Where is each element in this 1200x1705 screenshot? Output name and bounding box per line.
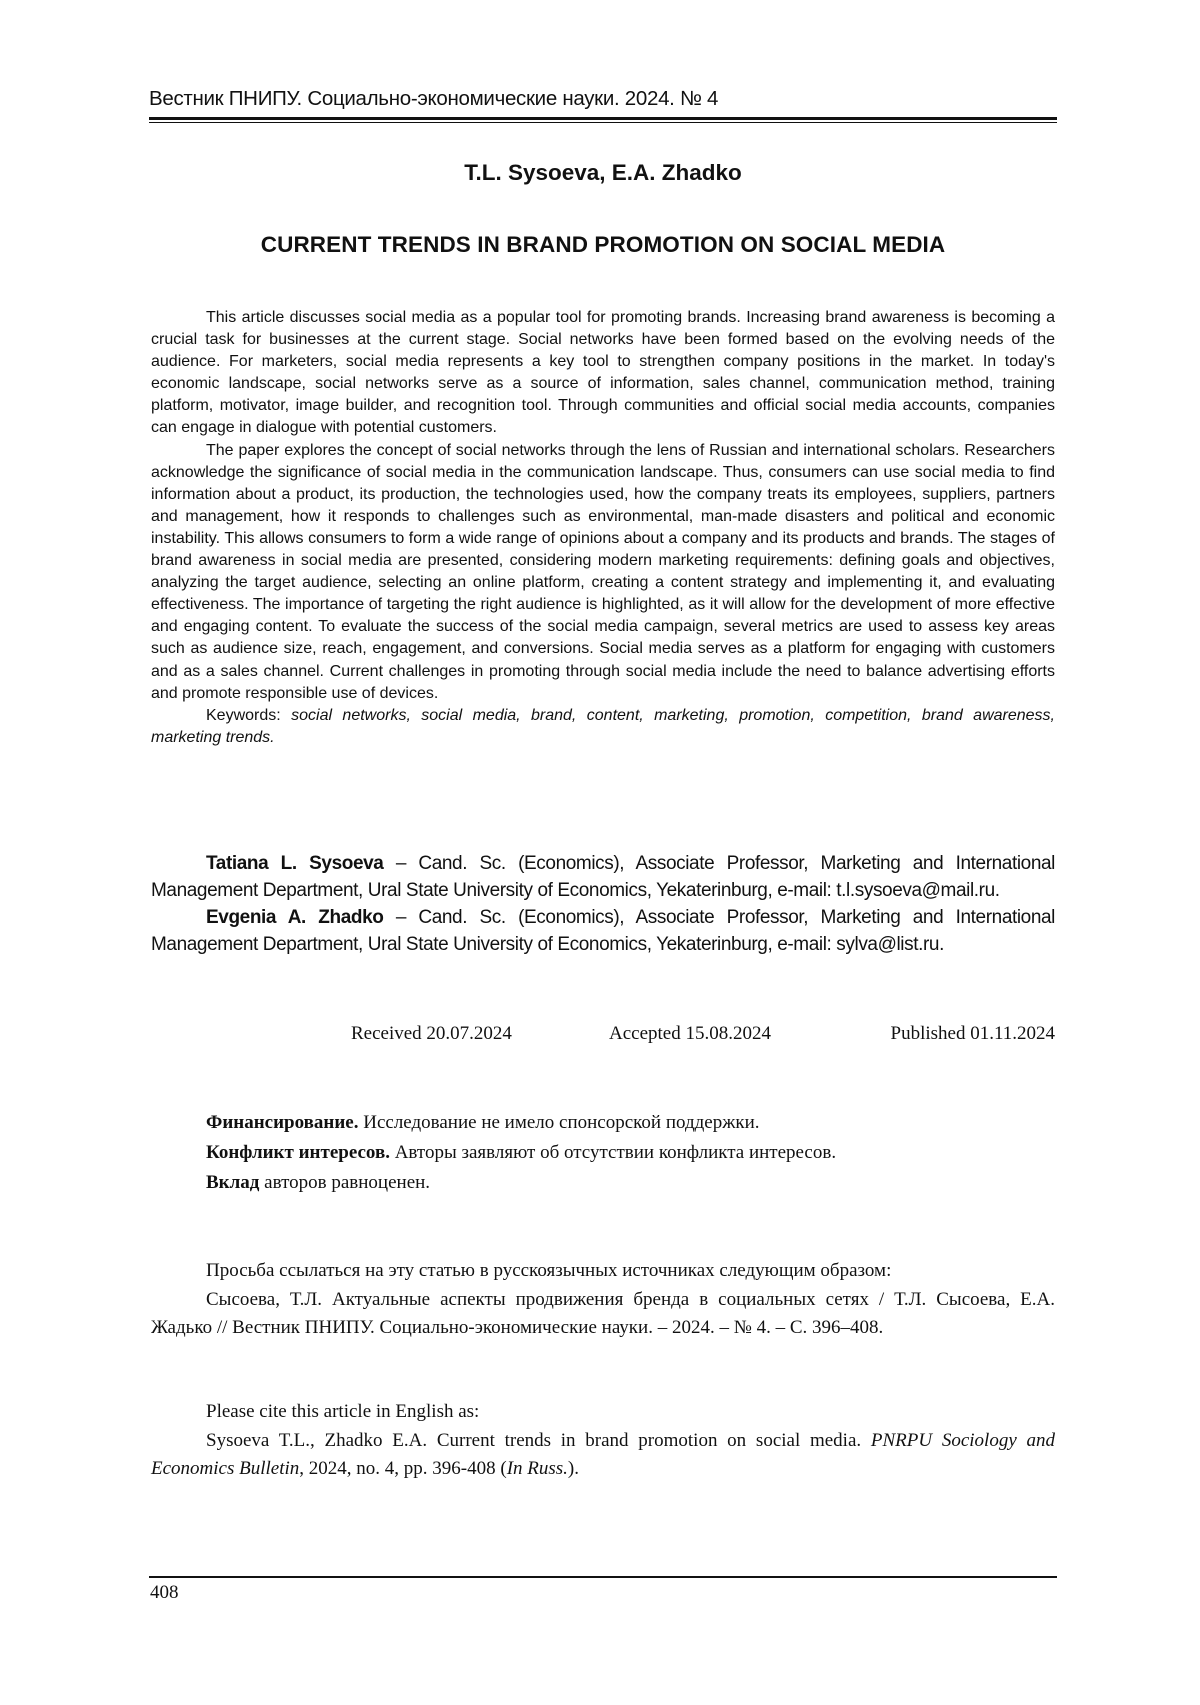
- funding-block: [151, 1108, 1055, 1198]
- contribution-line: [151, 1168, 1055, 1198]
- accepted-date: Accepted 15.08.2024: [609, 1023, 771, 1044]
- running-header: [149, 86, 1057, 112]
- keywords: [151, 705, 1055, 749]
- contribution-label: Вклад: [206, 1172, 260, 1193]
- author-details: – Cand. Sc. (Economics), Associate Professor, Marketing and International Management Department, Ural State University of Economics, Yekaterinburg, e-mail: t.l.sysoeva@mail.ru.: [151, 853, 1055, 901]
- citation-ru-reference: Сысоева, Т.Л. Актуальные аспекты продвижения бренда в социальных сетях / Т.Л. Сысоева, Е.А. Жадько // Вестник ПНИПУ. Социально-экономические науки. – 2024. – № 4. – С. 396–408.: [151, 1288, 1055, 1339]
- contribution-text: авторов равноценен.: [259, 1172, 431, 1193]
- citation-russian: [151, 1257, 1055, 1343]
- header-rule-thick: [149, 117, 1057, 120]
- article-title: CURRENT TRENDS IN BRAND PROMOTION ON SOCIAL MEDIA: [260, 232, 946, 257]
- published-date: Published 01.11.2024: [890, 1023, 1055, 1044]
- conflict-text: Авторы заявляют об отсутствии конфликта интересов.: [389, 1142, 837, 1163]
- citation-en-intro: Please cite this article in English as:: [206, 1401, 480, 1422]
- citation-en-close: ).: [567, 1458, 579, 1480]
- header-rule-thin: [149, 122, 1057, 123]
- citation-en-journal: PNRPU Sociology and Economics Bulletin: [151, 1429, 1055, 1480]
- citation-english: [151, 1398, 1055, 1484]
- citation-en-authors-title: Sysoeva T.L., Zhadko E.A. Current trends in brand promotion on social media.: [206, 1429, 871, 1451]
- funding-line: [151, 1108, 1055, 1138]
- author-details: – Cand. Sc. (Economics), Associate Professor, Marketing and International Management Department, Ural State University of Economics, Yekaterinburg, e-mail: sylva@list.ru.: [151, 907, 1056, 955]
- funding-label: Финансирование.: [206, 1112, 359, 1133]
- author-name: Tatiana L. Sysoeva: [206, 853, 384, 874]
- conflict-line: [151, 1138, 1055, 1168]
- conflict-label: Конфликт интересов.: [206, 1142, 390, 1163]
- citation-ru-intro: Просьба ссылаться на эту статью в русскоязычных источниках следующим образом:: [206, 1260, 892, 1281]
- citation-en-reference: [151, 1427, 1055, 1484]
- funding-text: Исследование не имело спонсорской поддержки.: [358, 1112, 760, 1133]
- received-date: Received 20.07.2024: [351, 1023, 512, 1044]
- article-authors: T.L. Sysoeva, E.A. Zhadko: [464, 160, 742, 185]
- citation-en-details: , 2024, no. 4, pp. 396-408 (: [299, 1458, 507, 1480]
- author-bio: [151, 904, 1055, 958]
- author-bio: [151, 850, 1055, 904]
- article-dates: [151, 1023, 1055, 1049]
- author-name: Evgenia A. Zhadko: [206, 907, 384, 928]
- footer-rule: [149, 1576, 1057, 1578]
- author-bios: [151, 850, 1055, 958]
- journal-title: Вестник ПНИПУ. Социально-экономические науки. 2024. № 4: [149, 87, 719, 110]
- keywords-values: social networks, social media, brand, content, marketing, promotion, competition, brand awareness, marketing trends.: [151, 706, 1055, 746]
- abstract: [151, 307, 1055, 749]
- keywords-label: Keywords:: [206, 706, 281, 724]
- abstract-paragraph: The paper explores the concept of social networks through the lens of Russian and international scholars. Researchers acknowledge the significance of social media in the communication landscape. Thus, consumers can use social media to find information about a product, its production, the technologies used, how the company treats its employees, suppliers, partners and management, how it responds to challenges such as environmental, man-made disasters and political and economic instability. This allows consumers to form a wide range of opinions about a company and its products and brands. The stages of brand awareness in social media are presented, considering modern marketing requirements: defining goals and objectives, analyzing the target audience, selecting an online platform, creating a content strategy and implementing it, and evaluating effectiveness. The importance of targeting the right audience is highlighted, as it will allow for the development of more effective and engaging content. To evaluate the success of the social media campaign, several metrics are used to assess key areas such as audience size, reach, engagement, and conversions. Social media serves as a platform for engaging with customers and as a sales channel. Current challenges in promoting through social media include the need to balance advertising efforts and promote responsible use of devices.: [151, 441, 1055, 702]
- page-number: 408: [150, 1582, 179, 1603]
- citation-en-language: In Russ.: [506, 1458, 568, 1480]
- abstract-paragraph: This article discusses social media as a popular tool for promoting brands. Increasing brand awareness is becoming a crucial task for businesses at the current stage. Social networks have been formed based on the evolving needs of the audience. For marketers, social media represents a key tool to strengthen company positions in the market. In today's economic landscape, social networks serve as a source of information, sales channel, communication method, training platform, motivator, image builder, and recognition tool. Through communities and official social media accounts, companies can engage in dialogue with potential customers.: [151, 309, 1055, 437]
